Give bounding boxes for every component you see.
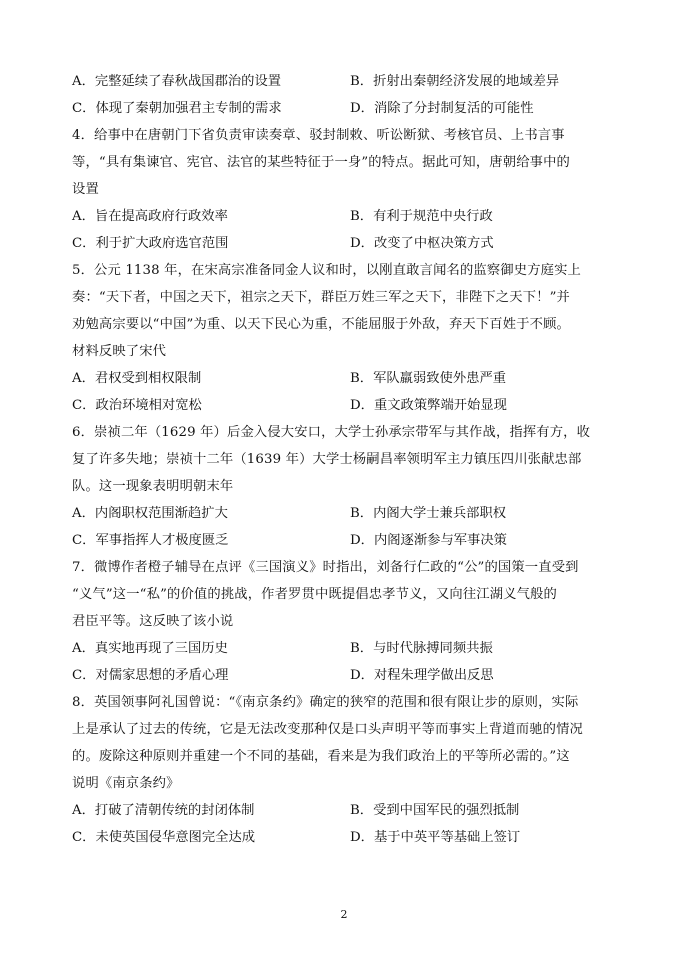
q5-option-a: A．君权受到相权限制 xyxy=(72,371,202,386)
q3-options-row-1 xyxy=(72,68,622,95)
q8-option-d: D．基于中英平等基础上签订 xyxy=(350,830,521,845)
q8-option-b: B．受到中国军民的强烈抵制 xyxy=(350,803,520,818)
q7-option-b: B．与时代脉搏同频共振 xyxy=(350,641,493,656)
q3-option-c: C．体现了秦朝加强君主专制的需求 xyxy=(72,101,282,116)
q4-stem-line: 等，“具有集谏官、宪官、法官的某些特征于一身”的特点。据此可知，唐朝给事中的 xyxy=(72,155,570,170)
question-content xyxy=(72,68,622,851)
q8-options-row-1 xyxy=(72,797,622,824)
q6-option-a: A．内阁职权范围渐趋扩大 xyxy=(72,506,228,521)
q7-stem-line: 7．微博作者橙子辅导在点评《三国演义》时指出，刘备行仁政的“公”的国策一直受到 xyxy=(72,560,579,575)
q4-stem-line: 4．给事中在唐朝门下省负责审读奏章、驳封制敕、听讼断狱、考核官员、上书言事 xyxy=(72,128,565,143)
q3-option-b: B．折射出秦朝经济发展的地域差异 xyxy=(350,74,560,89)
q5-option-d: D．重文政策弊端开始显现 xyxy=(350,398,507,413)
q5-options-row-1 xyxy=(72,365,622,392)
q4-option-b: B．有利于规范中央行政 xyxy=(350,209,493,224)
q6-options-row-2 xyxy=(72,527,622,554)
q4-option-c: C．利于扩大政府选官范围 xyxy=(72,236,229,251)
q7-option-a: A．真实地再现了三国历史 xyxy=(72,641,228,656)
q7-options-row-2 xyxy=(72,662,622,689)
q8-stem-line: 的。废除这种原则并重建一个不同的基础，看来是为我们政治上的平等所必需的。”这 xyxy=(72,749,570,764)
q3-option-a: A．完整延续了春秋战国郡治的设置 xyxy=(72,74,282,89)
q5-stem-line: 材料反映了宋代 xyxy=(72,344,167,359)
q5-option-b: B．军队羸弱致使外患严重 xyxy=(350,371,507,386)
q6-stem-line: 队。这一现象表明明朝末年 xyxy=(72,479,234,494)
q6-stem-line: 6．崇祯二年（1629 年）后金入侵大安口，大学士孙承宗带军与其作战，指挥有方，收 xyxy=(72,425,591,440)
q5-stem-line: 劝勉高宗要以“中国”为重、以天下民心为重，不能屈服于外敌，弃天下百姓于不顾。 xyxy=(72,317,570,332)
page-number: 2 xyxy=(340,908,348,921)
q5-stem-line: 奏：“天下者，中国之天下，祖宗之天下，群臣万姓三军之天下，非陛下之天下！”并 xyxy=(72,290,570,305)
q4-stem-line: 设置 xyxy=(72,182,99,197)
q3-options-row-2 xyxy=(72,95,622,122)
q5-options-row-2 xyxy=(72,392,622,419)
q6-option-c: C．军事指挥人才极度匮乏 xyxy=(72,533,229,548)
q7-option-c: C．对儒家思想的矛盾心理 xyxy=(72,668,229,683)
q6-options-row-1 xyxy=(72,500,622,527)
q7-stem-line: 君臣平等。这反映了该小说 xyxy=(72,614,234,629)
q7-stem-line: “义气”这一“私”的价值的挑战，作者罗贯中既提倡忠孝节义，又向往江湖义气般的 xyxy=(72,587,557,602)
q8-option-c: C．未使英国侵华意图完全达成 xyxy=(72,830,256,845)
q5-stem-line: 5．公元 1138 年，在宋高宗准备同金人议和时，以刚直敢言闻名的监察御史方庭实上 xyxy=(72,263,581,278)
q6-stem-line: 复了许多失地；崇祯十二年（1639 年）大学士杨嗣昌率领明军主力镇压四川张献忠部 xyxy=(72,452,582,467)
q8-option-a: A．打破了清朝传统的封闭体制 xyxy=(72,803,255,818)
q8-options-row-2 xyxy=(72,824,622,851)
q4-option-a: A．旨在提高政府行政效率 xyxy=(72,209,228,224)
q4-options-row-1 xyxy=(72,203,622,230)
q6-option-d: D．内阁逐渐参与军事决策 xyxy=(350,533,507,548)
q5-option-c: C．政治环境相对宽松 xyxy=(72,398,202,413)
q8-stem-line: 说明《南京条约》 xyxy=(72,776,180,791)
q7-options-row-1 xyxy=(72,635,622,662)
q4-option-d: D．改变了中枢决策方式 xyxy=(350,236,494,251)
q8-stem-line: 8．英国领事阿礼国曾说：“《南京条约》确定的狭窄的范围和很有限让步的原则，实际 xyxy=(72,695,579,710)
q6-option-b: B．内阁大学士兼兵部职权 xyxy=(350,506,507,521)
q8-stem-line: 上是承认了过去的传统，它是无法改变那种仅是口头声明平等而事实上背道而驰的情况 xyxy=(72,722,583,737)
q4-options-row-2 xyxy=(72,230,622,257)
q7-option-d: D．对程朱理学做出反思 xyxy=(350,668,494,683)
q3-option-d: D．消除了分封制复活的可能性 xyxy=(350,101,534,116)
